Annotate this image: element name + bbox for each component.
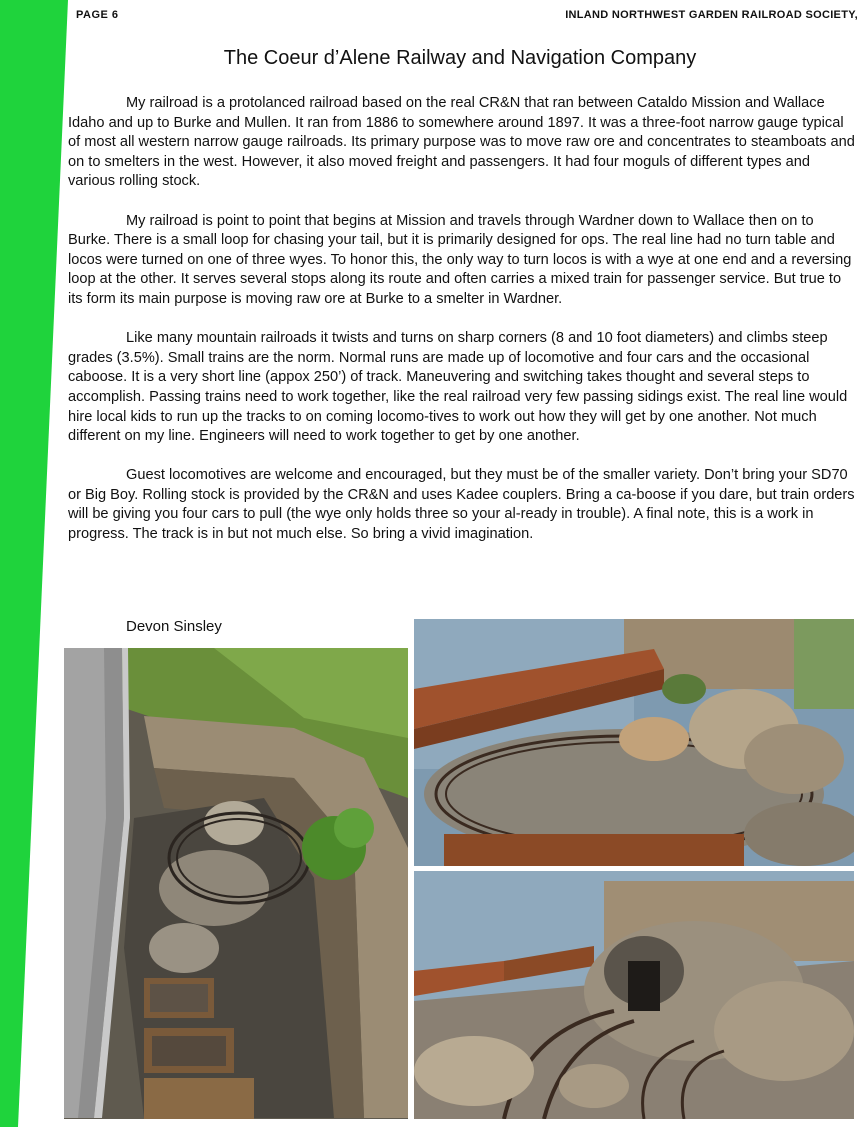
- page-number: PAGE 6: [76, 9, 119, 21]
- article-paragraph: My railroad is a protolanced railroad based on the real CR&N that ran between Cataldo Mission and Wallace Idaho and up to Burke and Mullen. It ran from 1886 to somewhere around 1897. It was a three-foot narrow gauge typical of most all western narrow gauge railroads. Its primary purpose was to move raw ore and concentrates to steamboats and on to smelters in the west. However, it also moved freight and passengers. It had four moguls of different types and various rolling stock.: [68, 95, 855, 190]
- society-name: INLAND NORTHWEST GARDEN RAILROAD SOCIETY,: [565, 9, 858, 21]
- article-paragraph: My railroad is point to point that begins at Mission and travels through Wardner down to Wallace then on to Burke. There is a small loop for chasing your tail, but it is primarily designed for ops. The real line had no turn table and locos were turned on one of three wyes. To honor this, the only way to turn locos is with a wye at one end and a reversing loop at the other. It serves several stops along its route and often carries a mixed train for passenger service. But true to its form its main purpose is moving raw ore at Burke to a smelter in Wardner.: [68, 212, 852, 307]
- author-signature: Devon Sinsley: [126, 618, 222, 635]
- photo-benchwork-loop: [414, 619, 854, 866]
- article-paragraph: Like many mountain railroads it twists and turns on sharp corners (8 and 10 foot diameters) and climbs steep grades (3.5%). Small trains are the norm. Normal runs are made up of locomotive and four cars and the occasional caboose. It is a very short line (appox 250’) of track. Maneuvering and switching takes thought and several steps to accomplish. Passing trains need to work together, like the real railroad very few passing sidings exist. The real line would hire local kids to run up the tracks to on coming locomo-tives to work out how they will get by one another. Not much different on my line. Engineers will need to work together to get by one another.: [68, 330, 848, 445]
- photo-overhead-layout: [64, 648, 408, 1119]
- article-body: [68, 94, 858, 564]
- article-paragraph: Guest locomotives are welcome and encouraged, but they must be of the smaller variety. Don’t bring your SD70 or Big Boy. Rolling stock is provided by the CR&N and uses Kadee couplers. Bring a ca-boose if you dare, but train orders will be giving you four cars to pull (the wye only holds three so your al-ready in trouble). A final note, this is a work in progress. The track is in but not much else. So bring a vivid imagination.: [68, 467, 855, 543]
- photo-tunnel-tracks: [414, 871, 854, 1119]
- article-title: The Coeur d’Alene Railway and Navigation Company: [223, 47, 697, 69]
